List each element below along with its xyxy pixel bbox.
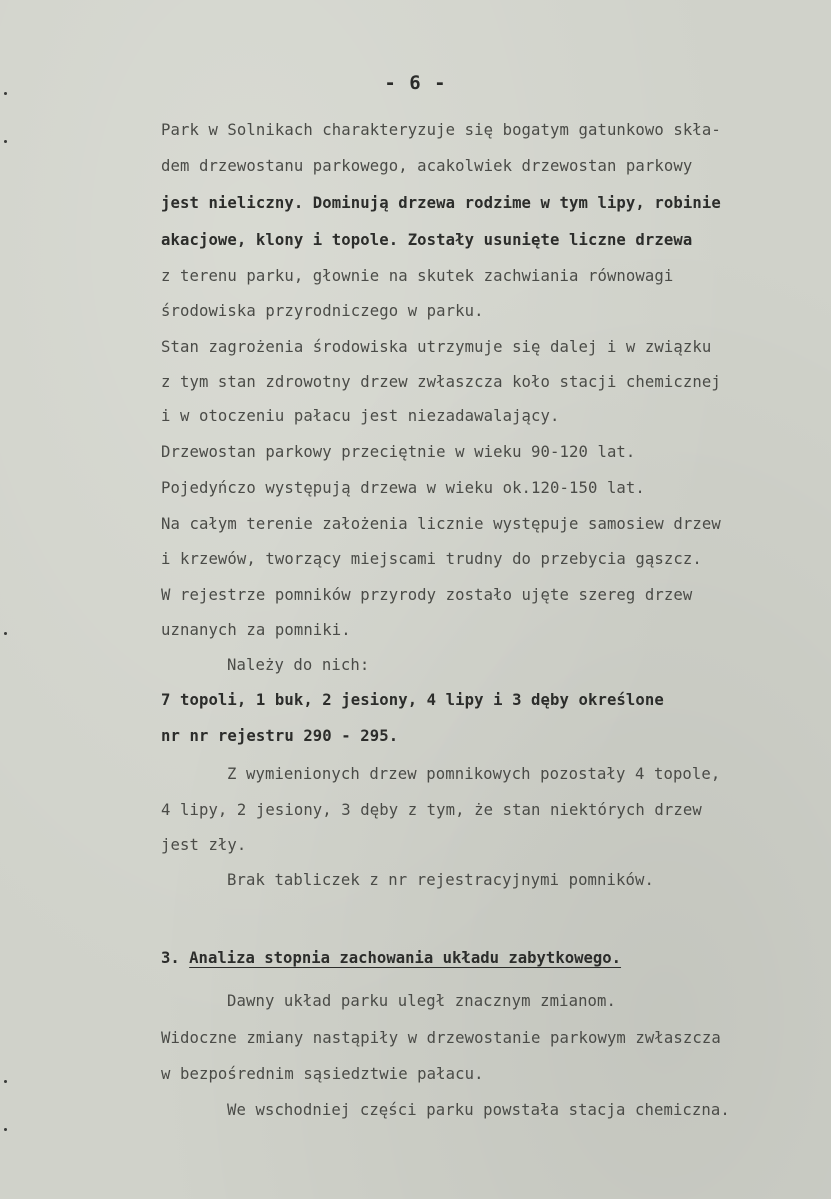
text-line: środowiska przyrodniczego w parku. [161,302,484,320]
text-line: 7 topoli, 1 buk, 2 jesiony, 4 lipy i 3 dęby określone [161,691,664,709]
text-line: Pojedyńczo występują drzewa w wieku ok.120-150 lat. [161,479,645,497]
text-line: 4 lipy, 2 jesiony, 3 dęby z tym, że stan niektórych drzew [161,801,702,819]
margin-mark [4,632,7,635]
margin-mark [4,1080,7,1083]
text-line: Stan zagrożenia środowiska utrzymuje się dalej i w związku [161,338,712,356]
text-line: Drzewostan parkowy przeciętnie w wieku 90-120 lat. [161,443,636,461]
text-line: akacjowe, klony i topole. Zostały usunięte liczne drzewa [161,231,693,249]
text-line: uznanych za pomniki. [161,621,351,639]
section-number: 3. [161,949,180,967]
margin-mark [4,1128,7,1131]
text-line: Należy do nich: [227,656,370,674]
text-line: dem drzewostanu parkowego, acakolwiek drzewostan parkowy [161,157,693,175]
text-line: Na całym terenie założenia licznie występuje samosiew drzew [161,515,721,533]
text-line: Dawny układ parku uległ znacznym zmianom. [227,992,617,1010]
text-line: Widoczne zmiany nastąpiły w drzewostanie parkowym zwłaszcza [161,1029,721,1047]
margin-mark [4,140,7,143]
text-line: Z wymienionych drzew pomnikowych pozostały 4 topole, [227,765,721,783]
section-title: Analiza stopnia zachowania układu zabytkowego. [189,949,622,967]
text-line: We wschodniej części parku powstała stacja chemiczna. [227,1101,730,1119]
text-line: Brak tabliczek z nr rejestracyjnymi pomników. [227,871,654,889]
text-line: i krzewów, tworzący miejscami trudny do przebycia gąszcz. [161,550,702,568]
section-heading [161,948,621,968]
text-line: Park w Solnikach charakteryzuje się bogatym gatunkowo skła- [161,121,721,139]
text-line: i w otoczeniu pałacu jest niezadawalający. [161,407,560,425]
text-line: z terenu parku, głownie na skutek zachwiania równowagi [161,267,674,285]
page-number: - 6 - [384,72,447,94]
text-line: w bezpośrednim sąsiedztwie pałacu. [161,1065,484,1083]
text-line: jest nieliczny. Dominują drzewa rodzime w tym lipy, robinie [161,194,721,212]
text-line: W rejestrze pomników przyrody zostało ujęte szereg drzew [161,586,693,604]
text-line: z tym stan zdrowotny drzew zwłaszcza koło stacji chemicznej [161,373,721,391]
text-line: nr nr rejestru 290 - 295. [161,727,399,745]
text-line: jest zły. [161,836,247,854]
